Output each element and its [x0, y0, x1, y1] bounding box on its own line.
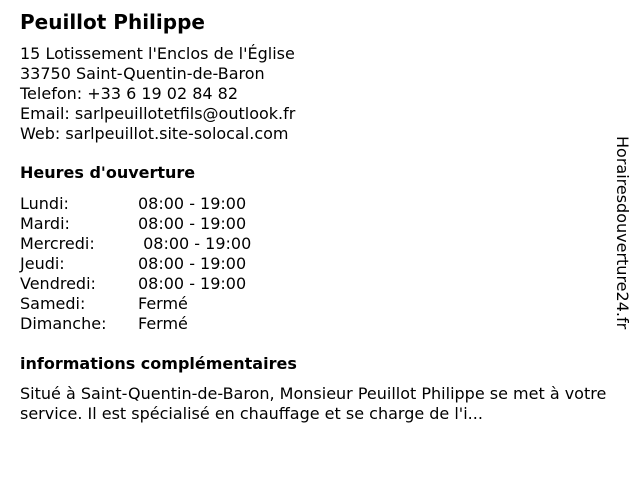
day-label: Mercredi:: [20, 234, 95, 253]
phone-line: Telefon: +33 6 19 02 84 82: [20, 84, 239, 103]
email-line: Email: sarlpeuillotetfils@outlook.fr: [20, 104, 296, 123]
hours-row-monday: [20, 194, 251, 214]
hours-row-sunday: [20, 314, 251, 334]
day-label: Samedi:: [20, 294, 86, 313]
additional-info-text: Situé à Saint-Quentin-de-Baron, Monsieur Peuillot Philippe se met à votre service. Il est spécialisé en chauffage et se charge de l'i...: [20, 384, 607, 423]
hours-row-tuesday: [20, 214, 251, 234]
time-value: Fermé: [138, 294, 188, 313]
web-line: Web: sarlpeuillot.site-solocal.com: [20, 124, 289, 143]
time-value: 08:00 - 19:00: [138, 274, 247, 293]
time-value: Fermé: [138, 314, 188, 333]
time-value: 08:00 - 19:00: [138, 254, 247, 273]
business-name: Peuillot Philippe: [20, 10, 205, 34]
day-label: Lundi:: [20, 194, 69, 213]
time-value: 08:00 - 19:00: [138, 214, 247, 233]
time-value: 08:00 - 19:00: [138, 194, 247, 213]
time-value: 08:00 - 19:00: [138, 234, 252, 253]
day-label: Dimanche:: [20, 314, 107, 333]
day-label: Mardi:: [20, 214, 70, 233]
day-label: Vendredi:: [20, 274, 96, 293]
hours-row-saturday: [20, 294, 251, 314]
hours-row-thursday: [20, 254, 251, 274]
business-card: [20, 10, 620, 423]
opening-hours-heading: Heures d'ouverture: [20, 163, 196, 182]
contact-block: [20, 44, 620, 144]
address-line-1: 15 Lotissement l'Enclos de l'Église: [20, 44, 295, 63]
hours-row-friday: [20, 274, 251, 294]
day-label: Jeudi:: [20, 254, 65, 273]
opening-hours-table: [20, 194, 251, 334]
hours-row-wednesday: [20, 234, 251, 254]
address-line-2: 33750 Saint-Quentin-de-Baron: [20, 64, 265, 83]
site-watermark: Horairesdouverture24.fr: [613, 136, 632, 330]
additional-info-heading: informations complémentaires: [20, 354, 297, 373]
